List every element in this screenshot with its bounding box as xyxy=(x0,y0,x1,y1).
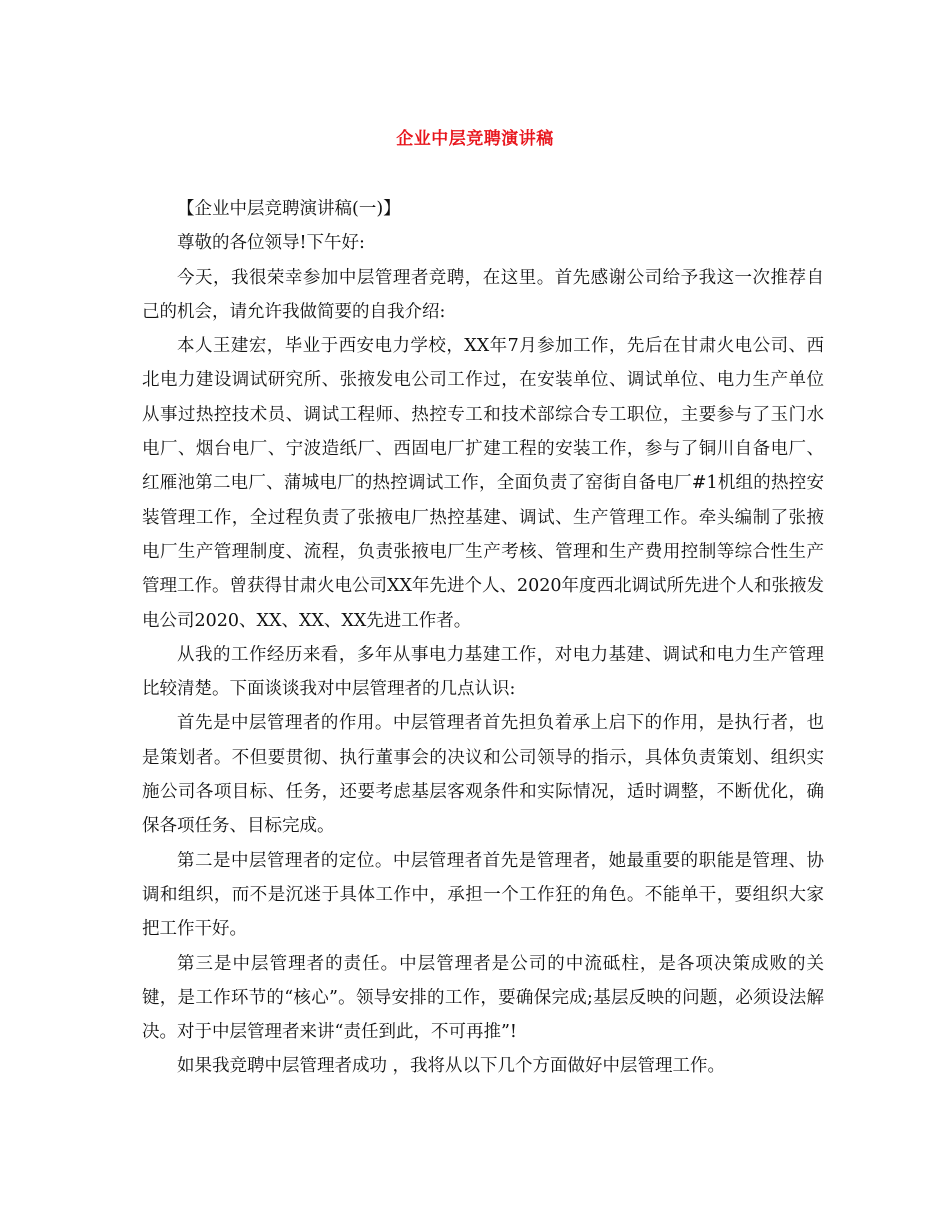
paragraph-responsibility: 第三是中层管理者的责任。中层管理者是公司的中流砥柱，是各项决策成败的关键，是工作环节的“核心”。领导安排的工作，要确保完成;基层反映的问题，必须设法解决。对于中层管理者来讲“责任到此，不可再推”! xyxy=(142,953,824,1043)
paragraph-position: 第二是中层管理者的定位。中层管理者首先是管理者，她最重要的职能是管理、协调和组织，而不是沉迷于具体工作中，承担一个工作狂的角色。不能单干，要组织大家把工作干好。 xyxy=(142,850,824,940)
paragraph-plan: 如果我竞聘中层管理者成功 ，我将从以下几个方面做好中层管理工作。 xyxy=(177,1056,726,1077)
paragraph-heading: 【企业中层竞聘演讲稿(一)】 xyxy=(177,199,401,219)
paragraph-role: 首先是中层管理者的作用。中层管理者首先担负着承上启下的作用，是执行者，也是策划者。不但要贯彻、执行董事会的决议和公司领导的指示，具体负责策划、组织实施公司各项目标、任务，还要考虑基层客观条件和实际情况，适时调整，不断优化，确保各项任务、目标完成。 xyxy=(142,713,824,837)
document-body xyxy=(142,192,824,1084)
document-title: 企业中层竞聘演讲稿 xyxy=(396,129,554,149)
paragraph-intro: 今天，我很荣幸参加中层管理者竞聘，在这里。首先感谢公司给予我这一次推荐自己的机会，请允许我做简要的自我介绍: xyxy=(142,267,824,322)
paragraph-experience: 从我的工作经历来看，多年从事电力基建工作，对电力基建、调试和电力生产管理比较清楚。下面谈谈我对中层管理者的几点认识: xyxy=(142,644,824,700)
paragraph-greeting: 尊敬的各位领导!下午好: xyxy=(177,233,365,254)
paragraph-biography: 本人王建宏，毕业于西安电力学校，XX年7月参加工作，先后在甘肃火电公司、西北电力建设调试研究所、张掖发电公司工作过，在安装单位、调试单位、电力生产单位从事过热控技术员、调试工程师、热控专工和技术部综合专工职位，主要参与了玉门水电厂、烟台电厂、宁波造纸厂、西固电厂扩建工程的安装工作，参与了铜川自备电厂、红雁池第二电厂、蒲城电厂的热控调试工作，全面负责了窑街自备电厂#1机组的热控安装管理工作，全过程负责了张掖电厂热控基建、调试、生产管理工作。牵头编制了张掖电厂生产管理制度、流程，负责张掖电厂生产考核、管理和生产费用控制等综合性生产管理工作。曾获得甘肃火电公司XX年先进个人、2020年度西北调试所先进个人和张掖发电公司2020、XX、XX、XX先进工作者。 xyxy=(142,336,824,631)
